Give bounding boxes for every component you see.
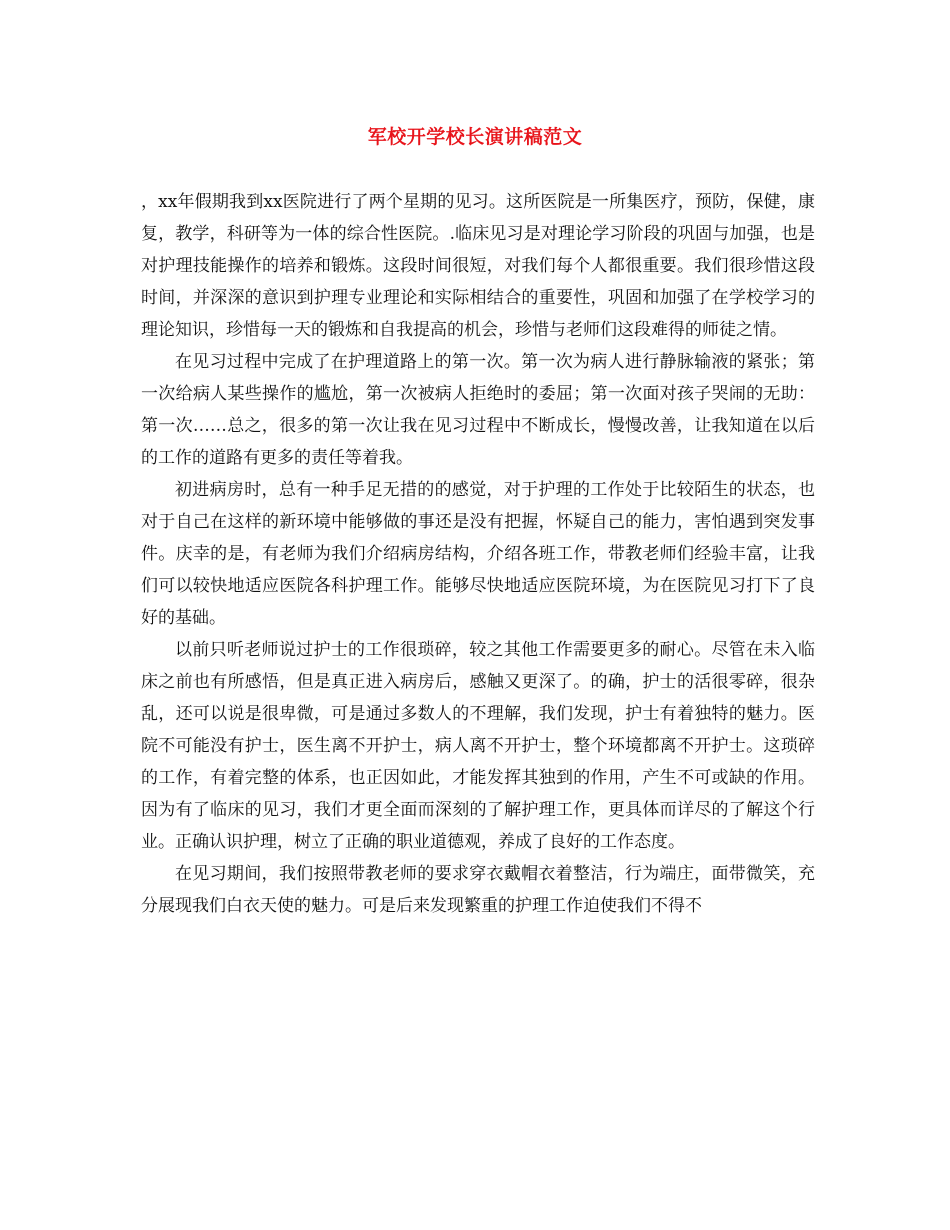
paragraph-1: ，xx年假期我到xx医院进行了两个星期的见习。这所医院是一所集医疗，预防，保健，康复，教学，科研等为一体的综合性医院。.临床见习是对理论学习阶段的巩固与加强，也是对护理技能操作的培养和锻炼。这段时间很短，对我们每个人都很重要。我们很珍惜这段时间，并深深的意识到护理专业理论和实际相结合的重要性，巩固和加强了在学校学习的理论知识，珍惜每一天的锻炼和自我提高的机会，珍惜与老师们这段难得的师徒之情。 [141, 192, 815, 340]
paragraph-2: 在见习过程中完成了在护理道路上的第一次。第一次为病人进行静脉输液的紧张；第一次给病人某些操作的尴尬，第一次被病人拒绝时的委屈；第一次面对孩子哭闹的无助：第一次……总之，很多的第一次让我在见习过程中不断成长，慢慢改善，让我知道在以后的工作的道路有更多的责任等着我。 [141, 352, 815, 468]
paragraph-5: 在见习期间，我们按照带教老师的要求穿衣戴帽衣着整洁，行为端庄，面带微笑，充分展现我们白衣天使的魅力。可是后来发现繁重的护理工作迫使我们不得不 [141, 864, 815, 916]
document-body [141, 186, 815, 922]
paragraph-4: 以前只听老师说过护士的工作很琐碎，较之其他工作需要更多的耐心。尽管在未入临床之前也有所感悟，但是真正进入病房后，感触又更深了。的确，护士的活很零碎，很杂乱，还可以说是很卑微，可是通过多数人的不理解，我们发现，护士有着独特的魅力。医院不可能没有护士，医生离不开护士，病人离不开护士，整个环境都离不开护士。这琐碎的工作，有着完整的体系，也正因如此，才能发挥其独到的作用，产生不可或缺的作用。因为有了临床的见习，我们才更全面而深刻的了解护理工作，更具体而详尽的了解这个行业。正确认识护理，树立了正确的职业道德观，养成了良好的工作态度。 [141, 640, 815, 852]
document-title: 军校开学校长演讲稿范文 [367, 126, 583, 148]
paragraph-3: 初进病房时，总有一种手足无措的的感觉，对于护理的工作处于比较陌生的状态，也对于自己在这样的新环境中能够做的事还是没有把握，怀疑自己的能力，害怕遇到突发事件。庆幸的是，有老师为我们介绍病房结构，介绍各班工作，带教老师们经验丰富，让我们可以较快地适应医院各科护理工作。能够尽快地适应医院环境，为在医院见习打下了良好的基础。 [141, 480, 815, 628]
